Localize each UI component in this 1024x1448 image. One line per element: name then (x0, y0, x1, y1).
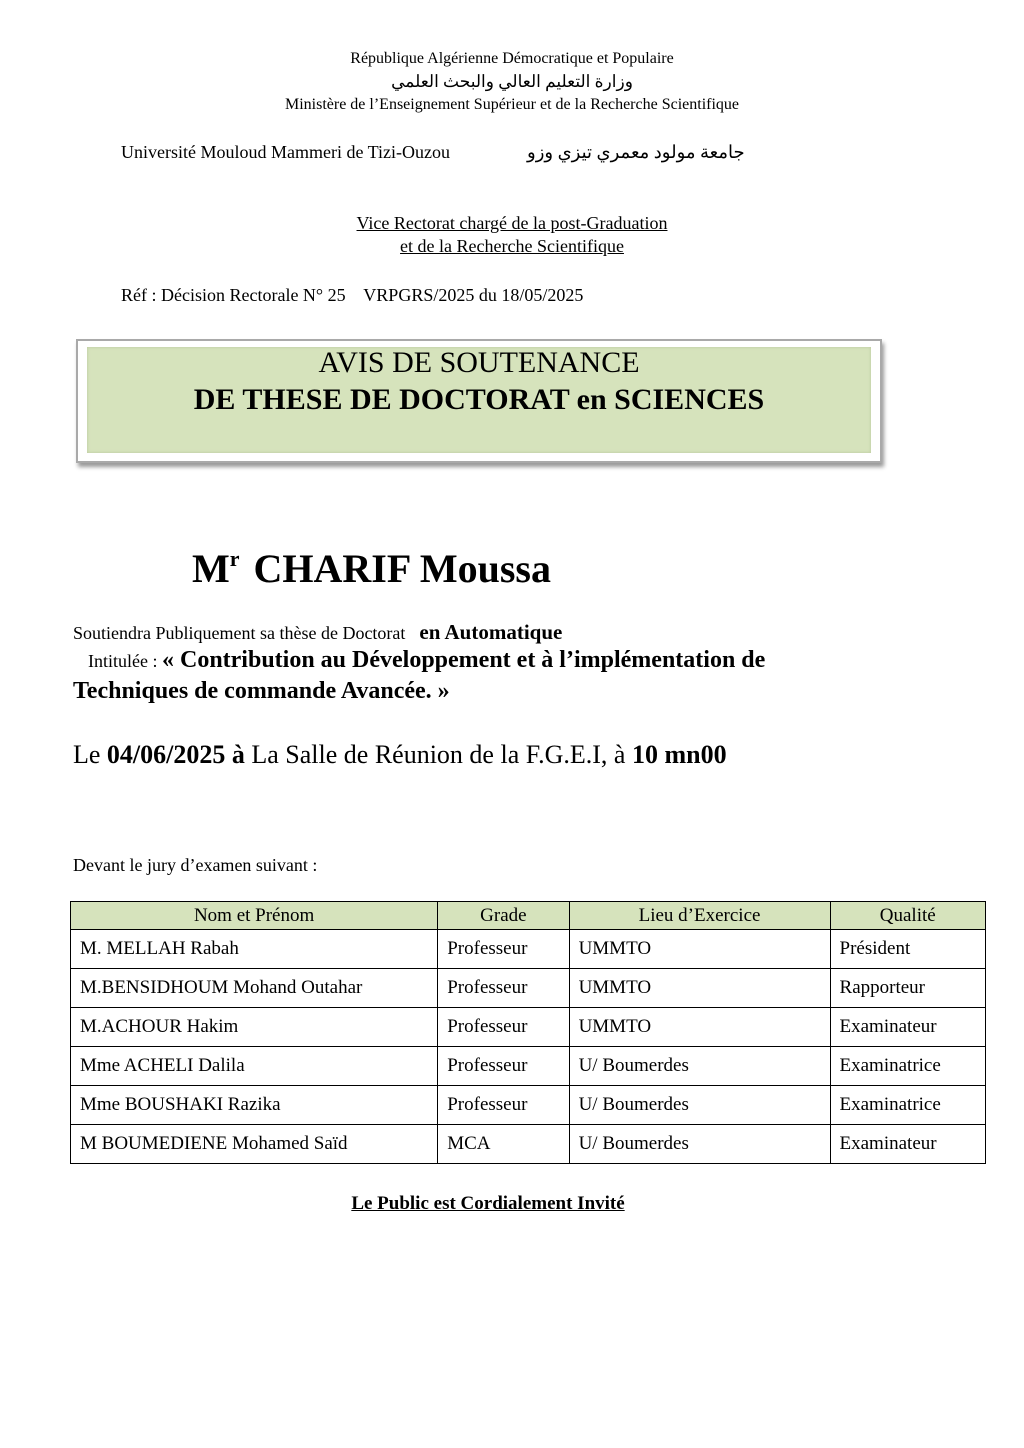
university-name-arabic: جامعة مولود معمري تيزي وزو (527, 142, 745, 162)
table-row (71, 1086, 986, 1125)
jury-member-name: M.ACHOUR Hakim (71, 1008, 438, 1047)
vice-rectorat-line-2: et de la Recherche Scientifique (400, 236, 624, 256)
jury-member-name: M. MELLAH Rabah (71, 930, 438, 969)
notice-title-line-2: DE THESE DE DOCTORAT en SCIENCES (193, 383, 765, 416)
jury-member-name: Mme ACHELI Dalila (71, 1047, 438, 1086)
session-time: 10 mn00 (631, 740, 727, 769)
candidate-name-line (192, 545, 551, 592)
jury-table (70, 901, 986, 1164)
ministry-name-arabic: وزارة التعليم العالي والبحث العلمي (391, 72, 633, 91)
jury-member-grade: Professeur (438, 969, 569, 1008)
ministry-name-french: Ministère de l’Enseignement Supérieur et de la Recherche Scientifique (284, 96, 740, 113)
table-row (71, 930, 986, 969)
jury-member-grade: MCA (438, 1125, 569, 1164)
defense-session-line (73, 740, 727, 770)
jury-member-workplace: U/ Boumerdes (569, 1047, 830, 1086)
thesis-speciality: en Automatique (419, 620, 563, 644)
candidate-name: CHARIF Moussa (253, 546, 551, 591)
jury-table-header-row (71, 902, 986, 930)
thesis-title-part-1: « Contribution au Développement et à l’implémentation de (161, 647, 766, 673)
jury-member-name: M BOUMEDIENE Mohamed Saïd (71, 1125, 438, 1164)
thesis-intro-line (73, 620, 562, 645)
thesis-title-part-2: Techniques de commande Avancée. » (73, 678, 450, 704)
jury-member-name: M.BENSIDHOUM Mohand Outahar (71, 969, 438, 1008)
thesis-title-line-1 (88, 647, 765, 674)
jury-member-workplace: U/ Boumerdes (569, 1125, 830, 1164)
candidate-title-superscript: r (229, 546, 240, 571)
thesis-intro: Soutiendra Publiquement sa thèse de Doctorat (73, 623, 406, 643)
table-row (71, 1125, 986, 1164)
jury-member-grade: Professeur (438, 930, 569, 969)
notice-title-line-1: AVIS DE SOUTENANCE (318, 346, 640, 379)
jury-header-grade: Grade (438, 902, 569, 930)
jury-header-name: Nom et Prénom (71, 902, 438, 930)
jury-member-role: Rapporteur (830, 969, 985, 1008)
session-place: La Salle de Réunion de la F.G.E.I, à (251, 740, 626, 769)
jury-member-grade: Professeur (438, 1047, 569, 1086)
thesis-titled-label: Intitulée : (88, 651, 158, 671)
table-row (71, 969, 986, 1008)
jury-header-role: Qualité (830, 902, 985, 930)
session-date: 04/06/2025 à (106, 740, 245, 769)
jury-member-grade: Professeur (438, 1086, 569, 1125)
decision-reference: Réf : Décision Rectorale N° 25 VRPGRS/2025 du 18/05/2025 (121, 285, 584, 305)
jury-member-name: Mme BOUSHAKI Razika (71, 1086, 438, 1125)
table-row (71, 1008, 986, 1047)
vice-rectorat-line-1: Vice Rectorat chargé de la post-Graduation (356, 213, 668, 233)
jury-header-workplace: Lieu d’Exercice (569, 902, 830, 930)
public-invitation: Le Public est Cordialement Invité (351, 1193, 625, 1214)
republic-name: République Algérienne Démocratique et Populaire (350, 50, 674, 67)
jury-member-workplace: UMMTO (569, 969, 830, 1008)
candidate-title: M (192, 546, 230, 591)
jury-member-role: Examinateur (830, 1125, 985, 1164)
jury-member-role: Examinatrice (830, 1047, 985, 1086)
jury-member-role: Examinatrice (830, 1086, 985, 1125)
jury-member-role: Président (830, 930, 985, 969)
university-name-french: Université Mouloud Mammeri de Tizi-Ouzou (121, 142, 450, 162)
jury-member-workplace: UMMTO (569, 1008, 830, 1047)
jury-member-grade: Professeur (438, 1008, 569, 1047)
table-row (71, 1047, 986, 1086)
session-prefix: Le (73, 740, 101, 769)
jury-member-role: Examinateur (830, 1008, 985, 1047)
jury-member-workplace: UMMTO (569, 930, 830, 969)
jury-member-workplace: U/ Boumerdes (569, 1086, 830, 1125)
jury-intro: Devant le jury d’examen suivant : (73, 855, 318, 875)
